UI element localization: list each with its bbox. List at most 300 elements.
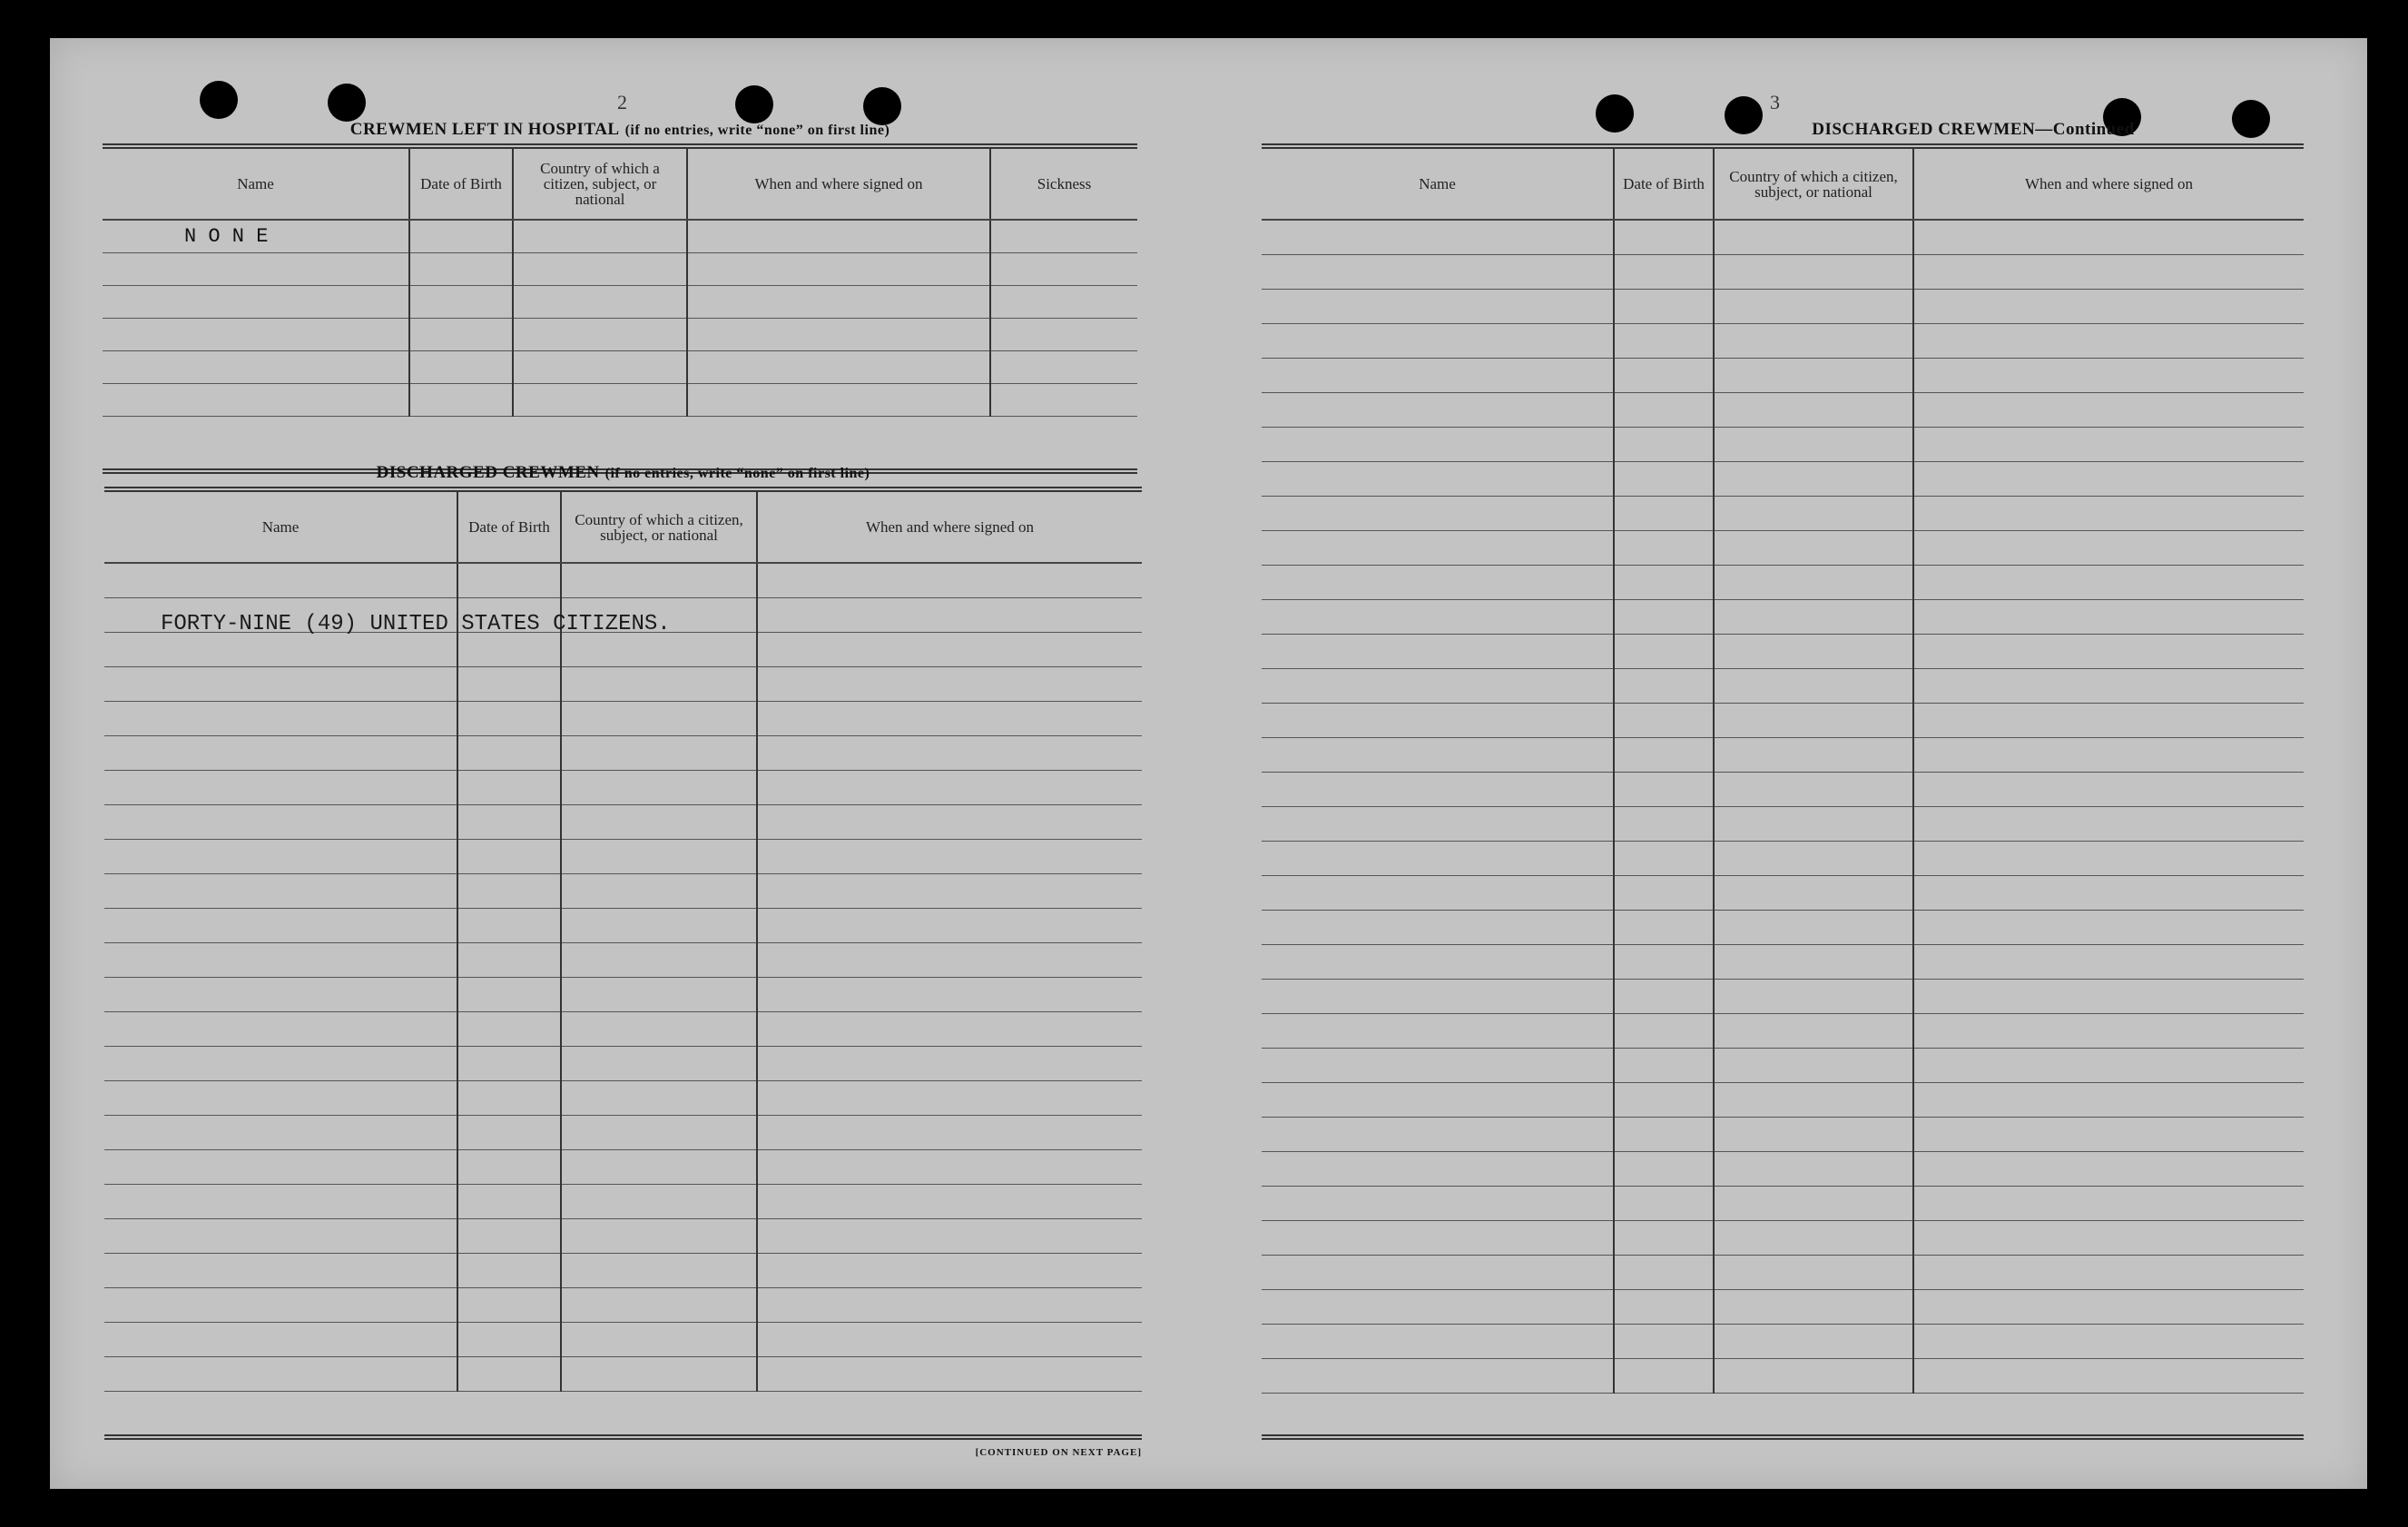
table-cell [757,942,1142,977]
table-cell [457,1287,561,1322]
table-cell [1614,1289,1714,1324]
table-cell [757,1253,1142,1287]
table-cell [1714,772,1913,806]
table-cell [561,1184,757,1218]
table-cell [1913,358,2304,392]
table-cell [104,873,457,908]
table-cell [561,666,757,701]
table-cell [1714,875,1913,910]
table-cell [561,804,757,839]
table-cell [104,770,457,804]
column-header-name: Name [104,492,457,563]
table-row [1262,1289,2304,1324]
table-row [1262,772,2304,806]
table-cell [1614,1220,1714,1255]
table-row [104,804,1142,839]
table-row [1262,841,2304,875]
table-cell [1714,220,1913,254]
table-cell [1714,806,1913,841]
table-cell [1262,1117,1614,1151]
table-cell [1614,392,1714,427]
table-cell [1262,668,1614,703]
table-cell [1262,1048,1614,1082]
table-cell [1913,289,2304,323]
table-cell [1913,1048,2304,1082]
table-cell [561,1322,757,1356]
table-cell [1262,1151,1614,1186]
table-cell [1913,1117,2304,1151]
table-cell [104,839,457,873]
table-cell [1614,979,1714,1013]
table-cell [104,666,457,701]
table-cell [1614,496,1714,530]
table-row [1262,1048,2304,1082]
column-header-signed-on: When and where signed on [687,149,990,220]
hospital-table [103,149,1137,417]
table-row [104,1080,1142,1115]
table-cell [757,873,1142,908]
discharged-continued-title: DISCHARGED CREWMEN—Continued [1812,120,2135,139]
table-cell [104,804,457,839]
table-cell [561,1011,757,1046]
table-cell [1262,461,1614,496]
table-cell [1913,1186,2304,1220]
hospital-first-entry: N O N E [184,224,269,248]
table-row [104,977,1142,1011]
table-cell [1913,1255,2304,1289]
table-row [1262,1151,2304,1186]
table-cell [757,1011,1142,1046]
table-cell [1913,530,2304,565]
table-cell [104,563,457,597]
hospital-title-text: CREWMEN LEFT IN HOSPITAL [349,120,620,139]
table-cell [1614,1013,1714,1048]
table-row [1262,806,2304,841]
table-cell [1913,496,2304,530]
table-cell [104,1115,457,1149]
table-cell [1614,254,1714,289]
discharged-title-note: (if no entries, write “none” on first line) [604,466,870,481]
table-cell [457,1149,561,1184]
table-cell [1262,1324,1614,1358]
table-row [1262,1082,2304,1117]
table-row [104,873,1142,908]
table-cell [1614,1048,1714,1082]
table-row [104,701,1142,735]
table-cell [561,1115,757,1149]
table-cell [1614,220,1714,254]
table-row [104,1322,1142,1356]
table-row [104,563,1142,597]
table-row [1262,323,2304,358]
column-header-date-of-birth: Date of Birth [1614,149,1714,220]
table-cell [457,1046,561,1080]
table-cell [757,1149,1142,1184]
table-cell [1714,1289,1913,1324]
table-cell [1913,772,2304,806]
table-cell [457,942,561,977]
table-cell [1262,530,1614,565]
table-cell [1262,634,1614,668]
table-row [104,942,1142,977]
table-row [103,252,1137,285]
discharged-title [104,463,1142,483]
column-header-country: Country of which a citizen, subject, or national [513,149,687,220]
table-row [104,1184,1142,1218]
table-cell [104,1046,457,1080]
table-cell [561,977,757,1011]
table-cell [1262,1013,1614,1048]
page-number-left: 2 [617,91,627,113]
table-cell [1913,392,2304,427]
table-cell [1262,427,1614,461]
table-cell [1714,392,1913,427]
table-row [1262,875,2304,910]
table-row [1262,1186,2304,1220]
table-cell [1714,634,1913,668]
table-cell [1262,1255,1614,1289]
table-cell [1614,427,1714,461]
table-cell [1714,1151,1913,1186]
table-cell [457,977,561,1011]
table-cell [1913,703,2304,737]
table-cell [1714,496,1913,530]
table-cell [104,1322,457,1356]
table-cell [104,977,457,1011]
table-cell [1614,461,1714,496]
table-cell [104,701,457,735]
punch-hole [735,85,773,123]
table-cell [1913,565,2304,599]
table-row [1262,634,2304,668]
table-row [1262,254,2304,289]
table-cell [1262,772,1614,806]
table-cell [561,908,757,942]
table-cell [757,1322,1142,1356]
table-cell [104,908,457,942]
table-row [104,1149,1142,1184]
table-cell [561,1356,757,1391]
table-cell [1714,1358,1913,1393]
table-cell [457,1115,561,1149]
table-cell [757,1046,1142,1080]
table-cell [1714,1186,1913,1220]
table-row [1262,392,2304,427]
table-cell [457,873,561,908]
column-header-sickness: Sickness [990,149,1137,220]
table-cell [1614,1117,1714,1151]
table-cell [104,1149,457,1184]
table-row [1262,565,2304,599]
table-cell [1262,841,1614,875]
table-cell [457,1356,561,1391]
table-cell [1262,1358,1614,1393]
table-row [104,1115,1142,1149]
table-cell [1714,1324,1913,1358]
table-cell [1614,565,1714,599]
table-cell [1714,323,1913,358]
table-cell [1714,254,1913,289]
table-cell [1262,254,1614,289]
table-cell [457,632,561,666]
table-cell [1614,806,1714,841]
table-cell [104,942,457,977]
table-cell [1614,323,1714,358]
table-row [103,350,1137,383]
table-cell [1913,1013,2304,1048]
table-row [104,1253,1142,1287]
table-cell [104,1356,457,1391]
table-cell [1614,910,1714,944]
table-cell [1614,289,1714,323]
table-cell [1714,1048,1913,1082]
table-cell [757,1080,1142,1115]
table-cell [1614,1082,1714,1117]
table-cell [1262,496,1614,530]
table-cell [457,908,561,942]
table-cell [1913,323,2304,358]
table-cell [1614,875,1714,910]
table-row [104,1046,1142,1080]
table-cell [561,839,757,873]
table-cell [757,632,1142,666]
table-cell [1614,668,1714,703]
table-cell [1714,1013,1913,1048]
table-cell [1262,910,1614,944]
table-cell [104,1218,457,1253]
table-cell [1714,1082,1913,1117]
table-cell [757,666,1142,701]
table-cell [561,563,757,597]
table-cell [757,804,1142,839]
table-cell [1262,220,1614,254]
table-cell [1714,737,1913,772]
table-cell [561,942,757,977]
table-cell [1913,1220,2304,1255]
continued-bottom-rule [1262,1434,2304,1440]
table-cell [1913,806,2304,841]
table-cell [1614,599,1714,634]
table-cell [1614,358,1714,392]
table-cell [1262,1186,1614,1220]
table-cell [104,1184,457,1218]
table-cell [1614,1151,1714,1186]
table-cell [1262,737,1614,772]
table-cell [457,1322,561,1356]
table-cell [1262,875,1614,910]
table-cell [757,1287,1142,1322]
discharged-section [104,463,1142,1458]
table-cell [1262,565,1614,599]
hospital-title [103,120,1137,140]
table-row [104,1011,1142,1046]
table-cell [457,701,561,735]
table-cell [1714,530,1913,565]
table-row [104,1218,1142,1253]
table-cell [757,770,1142,804]
discharged-continued-section [1262,120,2304,1448]
table-row [104,666,1142,701]
table-row [1262,737,2304,772]
discharged-bottom-rule [104,1434,1142,1440]
table-row [1262,496,2304,530]
table-row [104,632,1142,666]
table-row [1262,703,2304,737]
table-cell [1262,599,1614,634]
table-row [1262,1220,2304,1255]
table-row [103,318,1137,350]
table-cell [1913,910,2304,944]
table-cell [1913,634,2304,668]
table-cell [104,632,457,666]
table-cell [561,1046,757,1080]
table-cell [104,735,457,770]
table-cell [457,1184,561,1218]
table-cell [1714,358,1913,392]
table-row [104,1287,1142,1322]
table-cell [457,839,561,873]
table-cell [1714,1220,1913,1255]
table-cell [561,701,757,735]
table-row [1262,530,2304,565]
continued-note: [CONTINUED ON NEXT PAGE] [975,1447,1142,1458]
table-cell [1714,427,1913,461]
table-cell [457,666,561,701]
table-cell [1913,668,2304,703]
table-cell [561,735,757,770]
table-cell [1262,944,1614,979]
table-cell [457,770,561,804]
table-row [1262,1358,2304,1393]
table-cell [1714,668,1913,703]
table-row [1262,461,2304,496]
column-header-name: Name [103,149,409,220]
table-row [104,770,1142,804]
table-cell [457,1080,561,1115]
table-cell [1262,392,1614,427]
table-cell [1714,979,1913,1013]
table-cell [1614,1324,1714,1358]
table-row [1262,289,2304,323]
table-row [1262,220,2304,254]
table-cell [561,770,757,804]
table-cell [1913,220,2304,254]
table-row [104,1356,1142,1391]
table-cell [1614,634,1714,668]
table-cell [1614,1358,1714,1393]
table-cell [104,1253,457,1287]
table-cell [1262,806,1614,841]
table-cell [757,735,1142,770]
table-cell [1262,1082,1614,1117]
table-cell [1714,1117,1913,1151]
punch-hole [328,84,366,122]
table-row [104,735,1142,770]
column-header-name: Name [1262,149,1614,220]
table-cell [104,1011,457,1046]
page-number-right: 3 [1770,91,1780,113]
table-cell [1262,323,1614,358]
table-cell [757,1218,1142,1253]
discharged-title-text: DISCHARGED CREWMEN [376,463,600,482]
table-cell [1714,461,1913,496]
table-row [1262,427,2304,461]
table-cell [757,1356,1142,1391]
table-row [1262,599,2304,634]
table-cell [1913,1151,2304,1186]
table-row [1262,1013,2304,1048]
table-cell [1614,1186,1714,1220]
table-row [103,383,1137,416]
table-row [104,839,1142,873]
table-cell [1913,1082,2304,1117]
table-cell [757,1184,1142,1218]
table-cell [757,563,1142,597]
table-cell [1714,289,1913,323]
table-cell [457,563,561,597]
table-row [103,285,1137,318]
document-sheet [50,38,2367,1489]
discharged-first-entry: FORTY-NINE (49) UNITED STATES CITIZENS. [161,612,671,636]
table-cell [561,1287,757,1322]
table-cell [457,1011,561,1046]
table-cell [757,701,1142,735]
table-cell [1913,979,2304,1013]
table-cell [1913,1289,2304,1324]
column-header-country: Country of which a citizen, subject, or national [561,492,757,563]
table-cell [561,1218,757,1253]
table-cell [457,1253,561,1287]
table-row [103,220,1137,252]
table-cell [757,977,1142,1011]
table-cell [1614,841,1714,875]
table-cell [1714,841,1913,875]
table-row [1262,1255,2304,1289]
table-cell [104,1080,457,1115]
table-cell [1262,1289,1614,1324]
column-header-date-of-birth: Date of Birth [457,492,561,563]
column-header-signed-on: When and where signed on [1913,149,2304,220]
table-cell [104,1287,457,1322]
table-cell [1913,599,2304,634]
table-cell [1614,737,1714,772]
table-cell [1614,944,1714,979]
punch-hole [200,81,238,119]
table-cell [1913,461,2304,496]
table-cell [1614,1255,1714,1289]
table-row [1262,358,2304,392]
table-cell [1913,1324,2304,1358]
table-cell [1262,979,1614,1013]
hospital-section [103,120,1137,474]
table-row [104,908,1142,942]
table-row [1262,910,2304,944]
column-header-country: Country of which a citizen, subject, or national [1714,149,1913,220]
table-cell [1714,599,1913,634]
table-cell [1913,737,2304,772]
table-cell [1714,703,1913,737]
column-header-date-of-birth: Date of Birth [409,149,513,220]
table-cell [457,735,561,770]
table-cell [1913,254,2304,289]
table-cell [757,839,1142,873]
table-row [1262,1324,2304,1358]
table-cell [1614,703,1714,737]
table-cell [757,1115,1142,1149]
table-cell [561,873,757,908]
hospital-title-note: (if no entries, write “none” on first line) [624,123,890,138]
table-cell [1714,565,1913,599]
